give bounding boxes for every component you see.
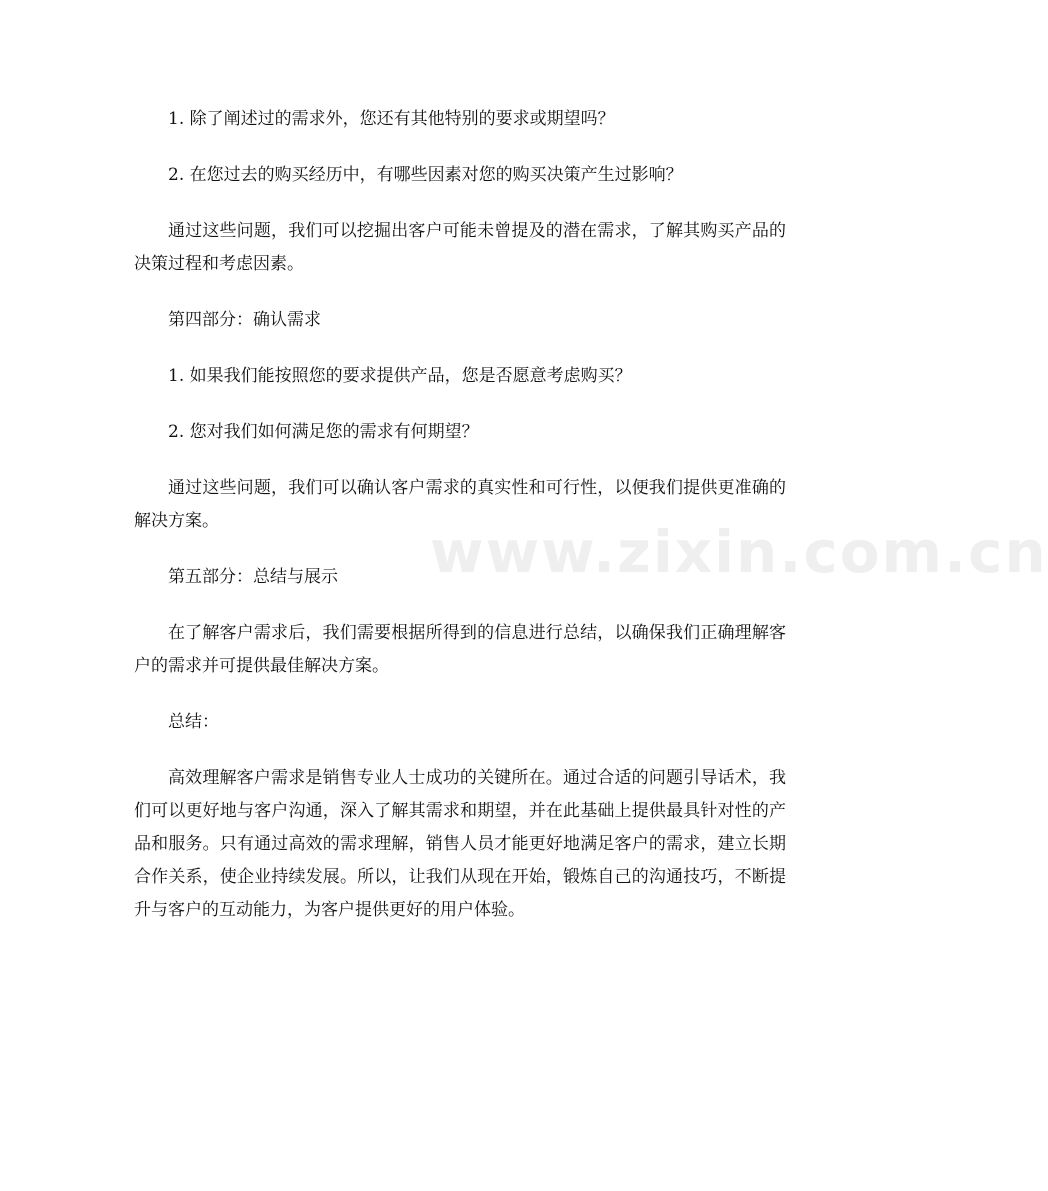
question-item: 2. 您对我们如何满足您的需求有何期望？ xyxy=(168,422,479,442)
summary-heading: 总结： xyxy=(168,712,219,732)
watermark: www.zixin.com.cn xyxy=(430,518,1048,586)
summary-paragraph: 高效理解客户需求是销售专业人士成功的关键所在。通过合适的问题引导话术，我们可以更好地与客户沟通，深入了解其需求和期望，并在此基础上提供最具针对性的产品和服务。只有通过高效的需求理解，销售人员才能更好地满足客户的需求，建立长期合作关系，使企业持续发展。所以，让我们从现在开始，锻炼自己的沟通技巧，不断提升与客户的互动能力，为客户提供更好的用户体验。 xyxy=(134,768,786,920)
question-item: 2. 在您过去的购买经历中，有哪些因素对您的购买决策产生过影响？ xyxy=(168,165,683,185)
section-heading: 第五部分：总结与展示 xyxy=(168,567,338,587)
question-item: 1. 除了阐述过的需求外，您还有其他特别的要求或期望吗？ xyxy=(168,109,615,129)
body-paragraph: 通过这些问题，我们可以挖掘出客户可能未曾提及的潜在需求，了解其购买产品的决策过程和考虑因素。 xyxy=(134,221,786,274)
section-heading: 第四部分：确认需求 xyxy=(168,310,321,330)
document-body xyxy=(134,103,786,950)
body-paragraph: 在了解客户需求后，我们需要根据所得到的信息进行总结，以确保我们正确理解客户的需求并可提供最佳解决方案。 xyxy=(134,623,786,676)
question-item: 1. 如果我们能按照您的要求提供产品，您是否愿意考虑购买？ xyxy=(168,366,632,386)
body-paragraph: 通过这些问题，我们可以确认客户需求的真实性和可行性，以便我们提供更准确的解决方案。 xyxy=(134,478,786,531)
